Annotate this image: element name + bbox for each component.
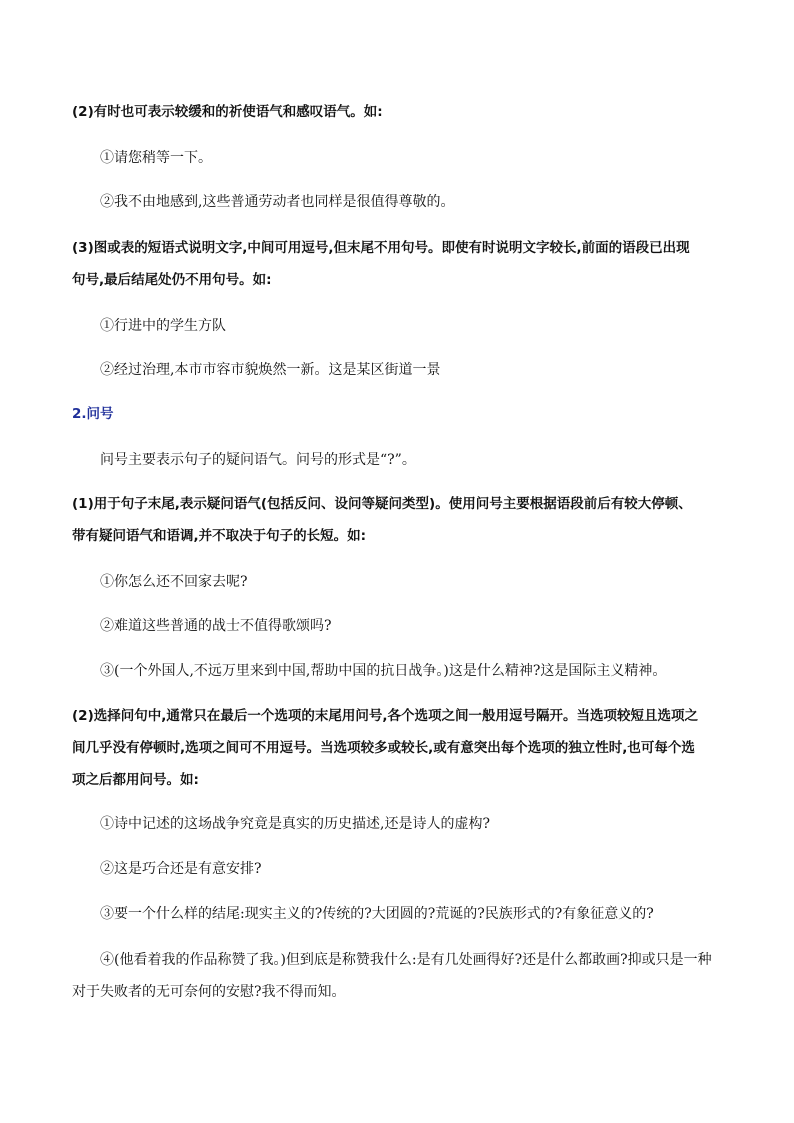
example-line: ②难道这些普通的战士不值得歌颂吗? (100, 618, 332, 634)
subsection-title: (1)用于句子末尾,表示疑问语气(包括反问、设问等疑问类型)。使用问号主要根据语段前后有较大停顿、 (72, 496, 692, 512)
example-line: ②我不由地感到,这些普通劳动者也同样是很值得尊敬的。 (100, 194, 455, 210)
example-line-continued: 对于失败者的无可奈何的安慰?我不得而知。 (72, 984, 346, 1000)
example-line: ①你怎么还不回家去呢? (100, 574, 248, 590)
example-line: ①诗中记述的这场战争究竟是真实的历史描述,还是诗人的虚构? (100, 816, 490, 832)
subsection-title-continued: 间几乎没有停顿时,选项之间可不用逗号。当选项较多或较长,或有意突出每个选项的独立性时,也可每个选 (72, 740, 695, 756)
paragraph-line: 问号主要表示句子的疑问语气。问号的形式是“?”。 (100, 452, 416, 468)
subsection-title: (2)有时也可表示较缓和的祈使语气和感叹语气。如: (72, 104, 383, 120)
example-line: ②经过治理,本市市容市貌焕然一新。这是某区街道一景 (100, 362, 441, 378)
example-line: ③要一个什么样的结尾:现实主义的?传统的?大团圆的?荒诞的?民族形式的?有象征意义的? (100, 906, 654, 922)
section-heading: 2.问号 (72, 406, 114, 422)
example-line: ②这是巧合还是有意安排? (100, 861, 262, 877)
subsection-title-continued: 带有疑问语气和语调,并不取决于句子的长短。如: (72, 528, 367, 544)
example-line: ①请您稍等一下。 (100, 150, 212, 166)
example-line: ③(一个外国人,不远万里来到中国,帮助中国的抗日战争。)这是什么精神?这是国际主义精神。 (100, 663, 667, 679)
example-line: ①行进中的学生方队 (100, 318, 226, 334)
subsection-title-continued: 项之后都用问号。如: (72, 772, 199, 788)
subsection-title: (2)选择问句中,通常只在最后一个选项的末尾用问号,各个选项之间一般用逗号隔开。当选项较短且选项之 (72, 708, 698, 724)
subsection-title: (3)图或表的短语式说明文字,中间可用逗号,但末尾不用句号。即使有时说明文字较长,前面的语段已出现 (72, 240, 690, 256)
subsection-title-continued: 句号,最后结尾处仍不用句号。如: (72, 272, 272, 288)
example-line: ④(他看着我的作品称赞了我。)但到底是称赞我什么:是有几处画得好?还是什么都敢画?抑或只是一种 (100, 952, 712, 968)
